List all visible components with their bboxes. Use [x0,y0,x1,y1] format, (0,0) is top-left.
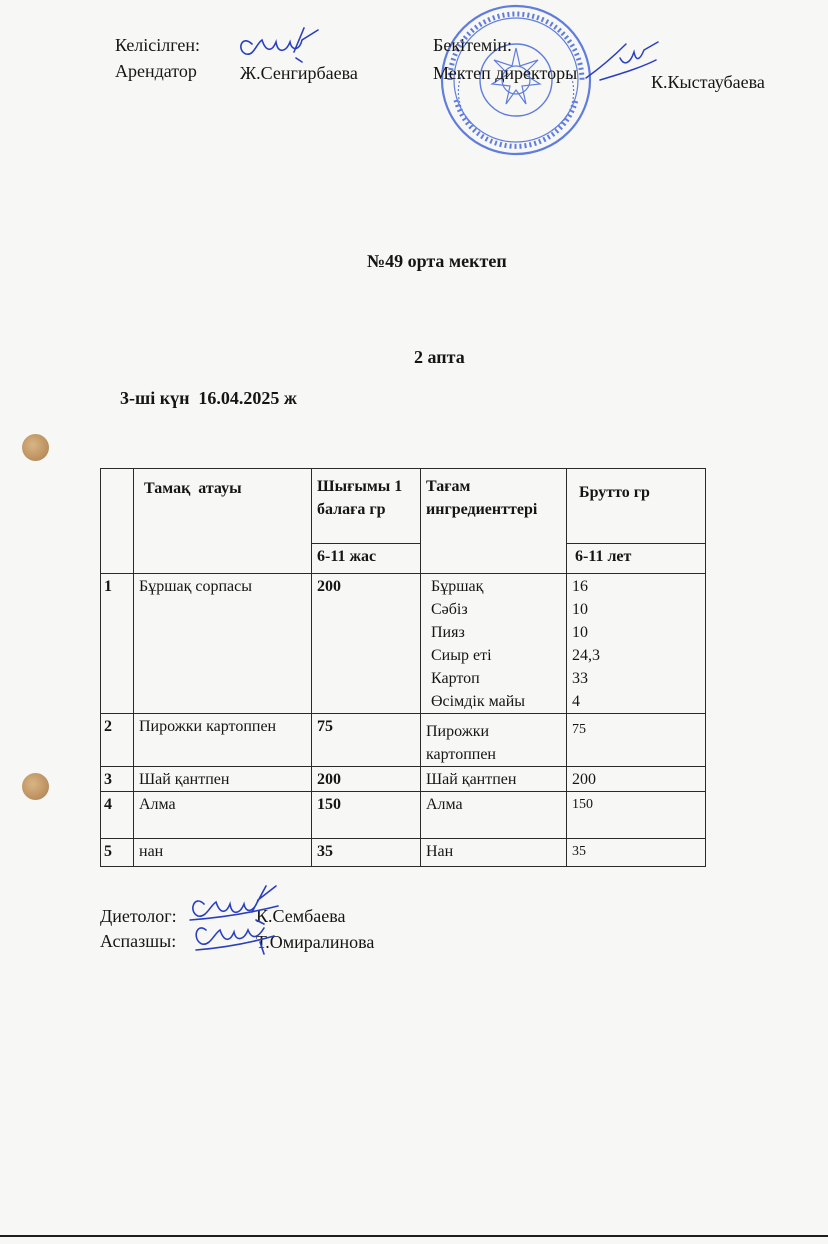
row-number: 5 [101,839,134,867]
ingredient-item: Алма [426,796,463,813]
brutto-item: 33 [572,670,588,687]
header-dish-name: Тамақ атауы [134,469,312,574]
brutto-item: 16 [572,578,588,595]
table-row [101,839,706,867]
row-dish: Бұршақ сорпасы [134,574,312,714]
row-dish: нан [134,839,312,867]
row-ingredients [421,839,567,867]
header-number-cell [101,469,134,574]
table-header-row [101,469,706,544]
row-number: 1 [101,574,134,714]
approved-label: Бекітемін: [433,35,512,55]
header-brutto-age: 6-11 лет [567,544,706,574]
director-label: Мектеп директоры [433,63,578,83]
brutto-item: 75 [572,722,586,737]
row-brutto [567,839,706,867]
row-output: 150 [312,792,421,839]
ingredient-item: Картоп [431,670,480,687]
row-dish: Пирожки картоппен [134,714,312,767]
brutto-item: 35 [572,844,586,859]
table-row [101,714,706,767]
ingredient-item: Шай қантпен [426,771,517,788]
director-signature-icon [580,38,662,86]
day-label: 3-ші күн 16.04.2025 ж [120,388,297,408]
binder-hole-top [22,434,49,461]
row-ingredients [421,767,567,792]
row-ingredients [421,574,567,714]
brutto-item: 150 [572,797,593,812]
table-row [101,767,706,792]
ingredient-item: Нан [426,843,454,860]
row-output: 200 [312,767,421,792]
row-ingredients [421,714,567,767]
header-ingredients: Тағам ингредиенттері [421,469,567,574]
cook-name: Т.Омиралинова [256,932,375,952]
ingredient-item: Пияз [431,624,465,641]
ingredient-item: Өсімдік майы [431,693,526,710]
menu-table [100,468,706,867]
tenant-name: Ж.Сенгирбаева [240,63,358,83]
row-brutto [567,574,706,714]
row-number: 4 [101,792,134,839]
row-output: 35 [312,839,421,867]
row-brutto [567,792,706,839]
tenant-label: Арендатор [115,61,197,81]
page-edge-line [0,1235,828,1237]
brutto-item: 4 [572,693,580,710]
agreed-label: Келісілген: [115,35,201,55]
ingredient-item: Сиыр еті [431,647,492,664]
school-title: №49 орта мектеп [367,251,507,271]
header-output-age: 6-11 жас [312,544,421,574]
row-output: 75 [312,714,421,767]
brutto-item: 24,3 [572,647,600,664]
row-number: 3 [101,767,134,792]
tenant-signature-icon [232,22,322,67]
ingredient-item: Бұршақ [431,578,484,595]
brutto-item: 200 [572,771,596,788]
dietitian-name: К.Сембаева [256,906,346,926]
table-row [101,574,706,714]
brutto-item: 10 [572,624,588,641]
dietitian-label: Диетолог: [100,906,177,926]
row-output: 200 [312,574,421,714]
cook-label: Аспазшы: [100,931,177,951]
ingredient-item: Сәбіз [431,601,468,618]
row-dish: Шай қантпен [134,767,312,792]
header-brutto: Брутто гр [567,469,706,544]
brutto-item: 10 [572,601,588,618]
cook-signature-icon [190,912,280,956]
week-label: 2 апта [414,347,465,367]
row-ingredients [421,792,567,839]
table-row [101,792,706,839]
row-brutto [567,714,706,767]
header-output: Шығымы 1 балаға гр [312,469,421,544]
row-dish: Алма [134,792,312,839]
row-brutto [567,767,706,792]
director-name: К.Кыстаубаева [651,72,765,92]
ingredient-item: Пирожки картоппен [426,723,496,763]
binder-hole-bottom [22,773,49,800]
row-number: 2 [101,714,134,767]
